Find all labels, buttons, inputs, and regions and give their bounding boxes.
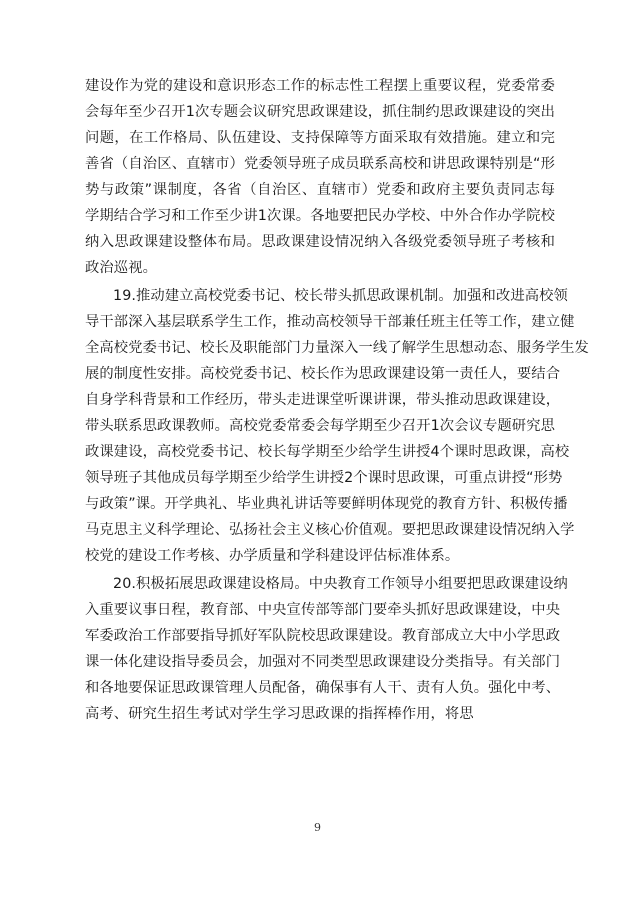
page-number: 9 xyxy=(314,821,321,834)
text-line: 校党的建设工作考核、办学质量和学科建设评估标准体系。 xyxy=(85,548,460,564)
text-line: 课一体化建设指导委员会，加强对不同类型思政课建设分类指导。有关部门 xyxy=(85,654,561,670)
text-line: 军委政治工作部要指导抓好军队院校思政课建设。教育部成立大中小学思政 xyxy=(85,628,561,644)
text-line: 纳入思政课建设整体布局。思政课建设情况纳入各级党委领导班子考核和 xyxy=(85,234,555,250)
text-line: 和各地要保证思政课管理人员配备，确保事有人干、责有人负。强化中考、 xyxy=(85,680,561,696)
text-line: 势与政策”课制度，各省（自治区、直辖市）党委和政府主要负责同志每 xyxy=(85,182,555,198)
text-line: 20.积极拓展思政课建设格局。中央教育工作领导小组要把思政课建设纳 xyxy=(113,576,568,592)
text-line: 问题，在工作格局、队伍建设、支持保障等方面采取有效措施。建立和完 xyxy=(85,130,555,146)
text-line: 高考、研究生招生考试对学生学习思政课的指挥棒作用，将思 xyxy=(85,706,474,722)
text-line: 建设作为党的建设和意识形态工作的标志性工程摆上重要议程，党委常委 xyxy=(85,78,555,94)
text-line: 展的制度性安排。高校党委书记、校长作为思政课建设第一责任人，要结合 xyxy=(85,366,561,382)
text-line: 全高校党委书记、校长及职能部门力量深入一线了解学生思想动态、服务学生发 xyxy=(85,340,589,356)
text-line: 政课建设，高校党委书记、校长每学期至少给学生讲授4个课时思政课，高校 xyxy=(85,444,570,460)
text-line: 政治巡视。 xyxy=(85,260,157,276)
text-line: 学期结合学习和工作至少讲1次课。各地要把民办学校、中外合作办学院校 xyxy=(85,208,555,224)
text-line: 带头联系思政课教师。高校党委常委会每学期至少召开1次会议专题研究思 xyxy=(85,418,555,434)
text-line: 马克思主义科学理论、弘扬社会主义核心价值观。要把思政课建设情况纳入学 xyxy=(85,522,575,538)
text-line: 与政策”课。开学典礼、毕业典礼讲话等要鲜明体现党的教育方针、积极传播 xyxy=(85,496,568,512)
text-line: 自身学科背景和工作经历，带头走进课堂听课讲课，带头推动思政课建设， xyxy=(85,392,561,408)
text-line: 导干部深入基层联系学生工作，推动高校领导干部兼任班主任等工作，建立健 xyxy=(85,314,575,330)
text-line: 会每年至少召开1次专题会议研究思政课建设，抓住制约思政课建设的突出 xyxy=(85,104,555,120)
text-line: 19.推动建立高校党委书记、校长带头抓思政课机制。加强和改进高校领 xyxy=(113,288,568,304)
text-line: 入重要议事日程，教育部、中央宣传部等部门要牵头抓好思政课建设，中央 xyxy=(85,602,561,618)
text-line: 领导班子其他成员每学期至少给学生讲授2个课时思政课，可重点讲授“形势 xyxy=(85,470,563,486)
text-line: 善省（自治区、直辖市）党委领导班子成员联系高校和讲思政课特别是“形 xyxy=(85,156,555,172)
